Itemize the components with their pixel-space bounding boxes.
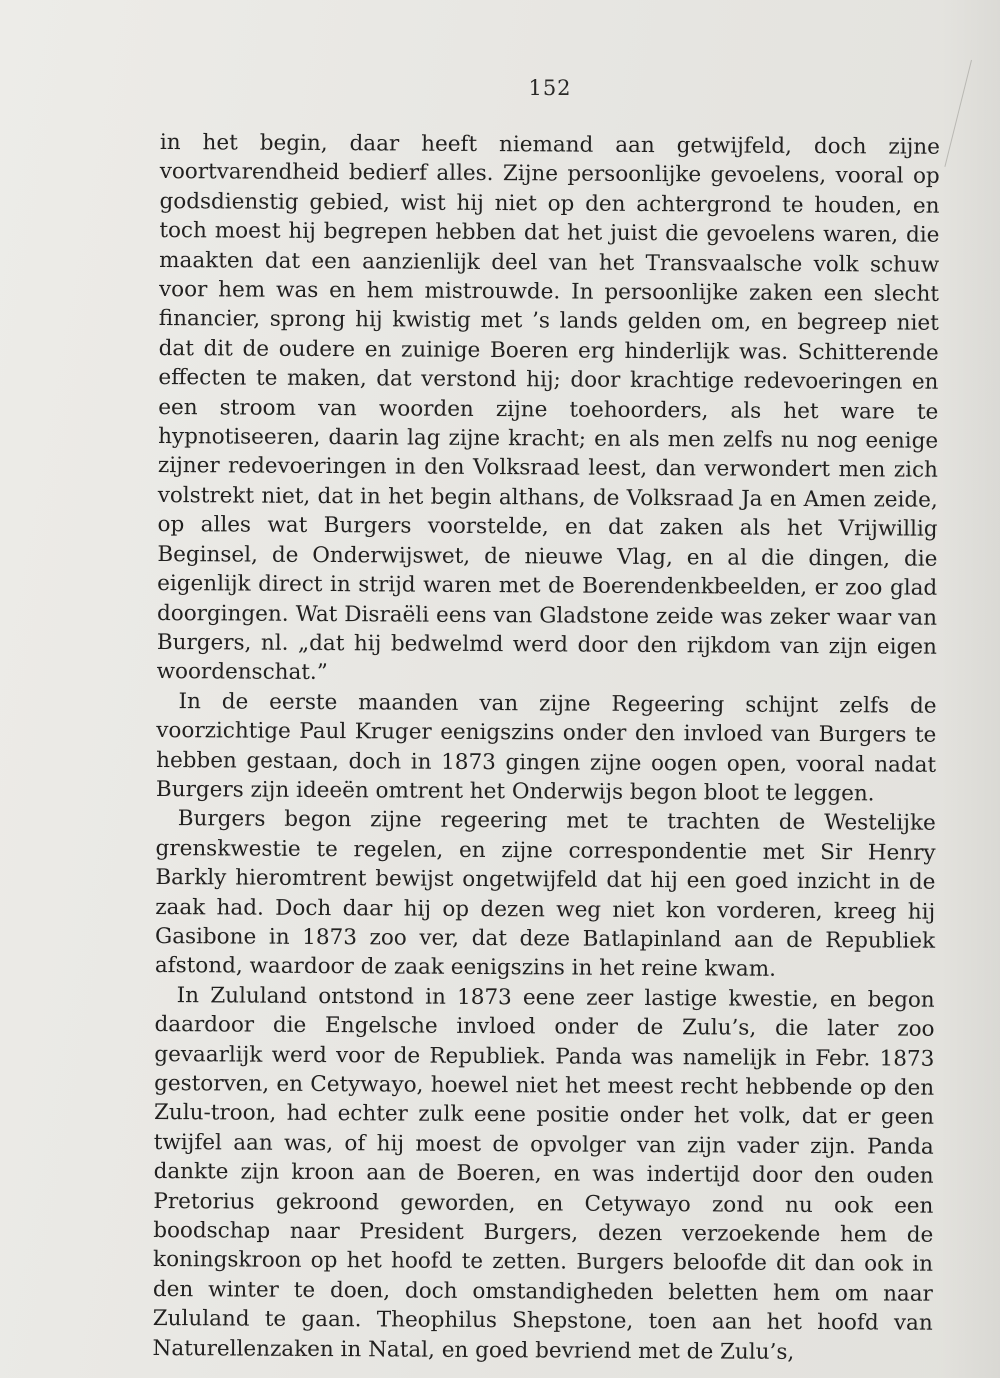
paragraph-4: In Zululand ontstond in 1873 eene zeer lastige kwestie, en begon daardoor die Engelsche invloed onder de Zulu’s, die later zoo gevaarlijk werd voor de Republiek. Panda was namelijk in Febr. 1873 gestorven, en Cetywayo, hoewel niet het meest recht hebbende op den Zulu-troon, had echter zulk eene positie onder het volk, dat er geen twijfel aan was, of hij moest de opvolger van zijn vader zijn. Panda dankte zijn kroon aan de Boeren, en was indertijd door den ouden Pretorius gekroond geworden, en Cetywayo zond nu ook een boodschap naar President Burgers, dezen verzoekende hem de koningskroon op het hoofd te zetten. Burgers beloofde dit dan ook in den winter te doen, doch omstandigheden beletten hem om naar Zululand te gaan. Theophilus Shepstone, toen aan het hoofd van Naturellenzaken in Natal, en goed bevriend met de Zulu’s,: [152, 982, 935, 1365]
page-number: 152: [528, 76, 572, 100]
paragraph-3: Burgers begon zijne regeering met te trachten de Westelijke grenskwestie te regelen, en zijne correspondentie met Sir Henry Barkly hieromtrent bewijst ongetwijfeld dat hij een goed inzicht in de zaak had. Doch daar hij op dezen weg niet kon vorderen, kreeg hij Gasibone in 1873 zoo ver, dat deze Batlapinland aan de Republiek afstond, waardoor de zaak eenigszins in het reine kwam.: [154, 806, 936, 983]
scan-shadow-edge: [940, 0, 1000, 1378]
paragraph-1: in het begin, daar heeft niemand aan getwijfeld, doch zijne voortvarendheid bedierf alles. Zijne persoonlijke gevoelens, vooral op godsdienstig gebied, wist hij niet op den achtergrond te houden, en toch moest hij begrepen hebben dat het juist die gevoelens waren, die maakten dat een aanzienlijk deel van het Transvaalsche volk schuw voor hem was en hem mistrouwde. In persoonlijke zaken een slecht financier, sprong hij kwistig met ’s lands gelden om, en begreep niet dat dit de oudere en zuinige Boeren erg hinderlijk was. Schitterende effecten te maken, dat verstond hij; door krachtige redevoeringen en een stroom van woorden zijne toehoorders, als het ware te hypnotiseeren, daarin lag zijne kracht; en als men zelfs nu nog eenige zijner redevoeringen in den Volksraad leest, dan verwondert men zich volstrekt niet, dat in het begin althans, de Volksraad Ja en Amen zeide, op alles wat Burgers voorstelde, en dat zaken als het Vrijwillig Beginsel, de Onderwijswet, de nieuwe Vlag, en al die dingen, die eigenlijk direct in strijd waren met de Boerendenkbeelden, er zoo glad doorgingen. Wat Disraëli eens van Gladstone zeide was zeker waar van Burgers, nl. „dat hij bedwelmd werd door den rijkdom van zijn eigen woordenschat.”: [156, 129, 940, 686]
paragraph-2: In de eerste maanden van zijne Regeering schijnt zelfs de voorzichtige Paul Kruger eenigszins onder den invloed van Burgers te hebben gestaan, doch in 1873 gingen zijne oogen open, vooral nadat Burgers zijn ideeën omtrent het Onderwijs begon bloot te leggen.: [155, 688, 937, 807]
body-text: [152, 128, 940, 1368]
